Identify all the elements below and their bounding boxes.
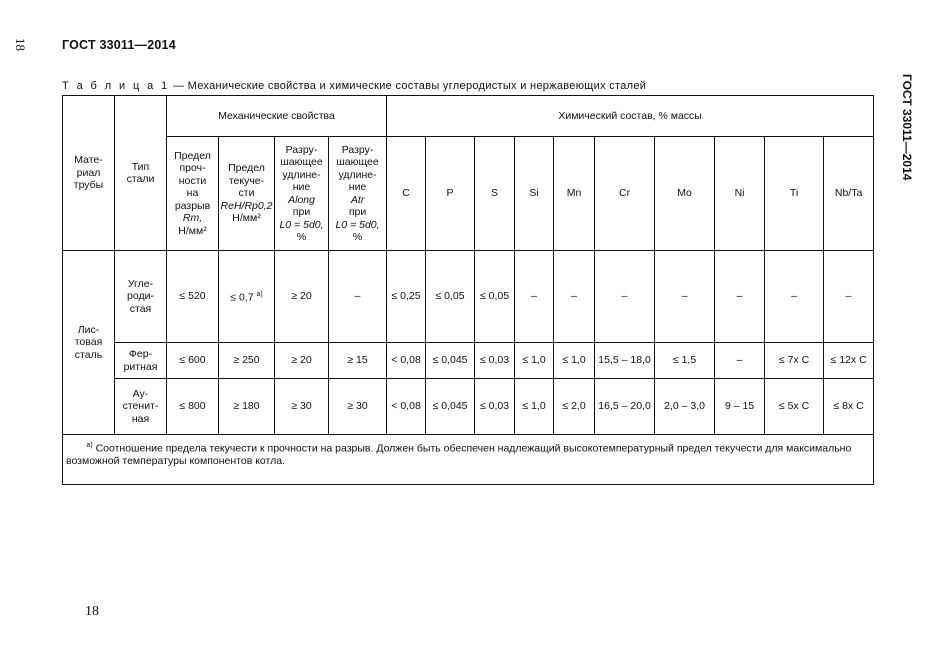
- table-cell: ≥ 180: [219, 379, 275, 435]
- elong-long-line: Разру-: [285, 143, 318, 156]
- elong-long-line: шающее: [280, 156, 323, 168]
- steel-type-text: Угле- роди- стая: [127, 277, 154, 315]
- elong-tr-line: удлине-: [338, 168, 377, 181]
- table-cell: ≤ 0,05: [475, 251, 515, 343]
- table-cell: –: [595, 251, 655, 343]
- table-cell: ≤ 800: [167, 379, 219, 435]
- footnote-marker: а): [256, 291, 263, 298]
- header-chem-cr: Cr: [595, 137, 655, 251]
- tensile-symbol: Rm,: [182, 212, 203, 225]
- header-chem-ti: Ti: [765, 137, 824, 251]
- table-cell: ≤ 0,03: [475, 379, 515, 435]
- elong-tr-line: Разру-: [341, 143, 374, 156]
- elong-tr-pre: при: [348, 206, 367, 218]
- yield-line: Предел: [228, 162, 265, 175]
- table-cell: ≥ 15: [329, 343, 387, 379]
- table-cell: ≤ 12x C: [824, 343, 874, 379]
- table-cell: ≥ 250: [219, 343, 275, 379]
- header-chem-s: S: [475, 137, 515, 251]
- table-cell: 9 – 15: [715, 379, 765, 435]
- elong-long-line: ние: [292, 181, 311, 193]
- page-number: 18: [85, 604, 99, 619]
- header-mech-group: Механические свойства: [167, 96, 387, 137]
- elong-tr-symbol: Atr: [350, 193, 365, 206]
- steel-type-ferritic: [115, 343, 167, 379]
- table-cell: 2,0 – 3,0: [655, 379, 715, 435]
- table-cell: –: [554, 251, 595, 343]
- table-cell: –: [655, 251, 715, 343]
- table-row: [63, 251, 874, 343]
- header-chem-c: C: [387, 137, 426, 251]
- elong-tr-condition: L0 = 5d0,: [335, 218, 380, 231]
- table-cell: –: [329, 251, 387, 343]
- footnote-text: Соотношение предела текучести к прочности на разрыв. Должен быть обеспечен надлежащий высокотемпературный предел текучести для максимально возможной температуры компонентов котла.: [66, 442, 852, 467]
- header-tensile-strength: [167, 137, 219, 251]
- table-cell: ≤ 0,05: [426, 251, 475, 343]
- table-cell: ≤ 0,25: [387, 251, 426, 343]
- table-cell: < 0,08: [387, 379, 426, 435]
- header-chem-group: Химический состав, % массы: [387, 96, 874, 137]
- elong-tr-line: шающее: [336, 156, 379, 168]
- tensile-unit: Н/мм²: [178, 224, 207, 237]
- table-cell: 16,5 – 20,0: [595, 379, 655, 435]
- header-chem-mn: Mn: [554, 137, 595, 251]
- table-cell: ≥ 20: [275, 251, 329, 343]
- tensile-line: проч-: [179, 162, 206, 175]
- elong-long-condition: L0 = 5d0,: [279, 218, 324, 231]
- table-cell: [219, 251, 275, 343]
- header-material-text: Мате- риал трубы: [73, 154, 104, 192]
- header-material: [63, 96, 115, 251]
- steel-type-text: Ау- стенит- ная: [122, 387, 159, 425]
- tensile-line: разрыв: [174, 199, 211, 212]
- table-cell: ≤ 7x C: [765, 343, 824, 379]
- header-chem-mo: Mo: [655, 137, 715, 251]
- standard-side-header: ГОСТ 33011—2014: [900, 74, 914, 181]
- table-cell: –: [824, 251, 874, 343]
- steel-type-carbon: [115, 251, 167, 343]
- table-cell: ≤ 520: [167, 251, 219, 343]
- steel-type-austenitic: [115, 379, 167, 435]
- table-cell: ≤ 1,0: [554, 343, 595, 379]
- page-number-rotated: 18: [13, 38, 28, 51]
- table-row: [63, 379, 874, 435]
- header-chem-p: P: [426, 137, 475, 251]
- table-caption: [62, 80, 646, 92]
- material-text: Лис- товая сталь: [74, 323, 103, 361]
- header-type: [115, 96, 167, 251]
- tensile-line: Предел: [174, 149, 211, 162]
- header-elongation-trans: [329, 137, 387, 251]
- elong-long-pre: при: [292, 206, 311, 218]
- tensile-line: ности: [178, 174, 207, 187]
- table-cell: ≤ 8x C: [824, 379, 874, 435]
- material-cell: [63, 251, 115, 435]
- table-cell: ≤ 0,045: [426, 343, 475, 379]
- header-yield-strength: [219, 137, 275, 251]
- header-chem-ni: Ni: [715, 137, 765, 251]
- caption-prefix: Т а б л и ц а 1: [62, 80, 170, 92]
- table-cell: ≤ 1,5: [655, 343, 715, 379]
- table-cell: –: [715, 343, 765, 379]
- table-cell: 15,5 – 18,0: [595, 343, 655, 379]
- steel-type-text: Фер- ритная: [123, 348, 158, 373]
- yield-symbol: ReH/Rp0,2: [220, 199, 273, 212]
- table-cell: ≥ 20: [275, 343, 329, 379]
- elong-long-line: удлине-: [282, 168, 321, 181]
- yield-line: сти: [238, 187, 255, 200]
- table-row: [63, 343, 874, 379]
- header-chem-si: Si: [515, 137, 554, 251]
- header-chem-nbta: Nb/Ta: [824, 137, 874, 251]
- header-type-text: Тип стали: [126, 160, 155, 185]
- table-cell: ≤ 1,0: [515, 343, 554, 379]
- table-cell: ≤ 5x C: [765, 379, 824, 435]
- elong-long-symbol: Along: [288, 193, 315, 206]
- table-cell: ≤ 600: [167, 343, 219, 379]
- table-cell: ≥ 30: [329, 379, 387, 435]
- table-cell: < 0,08: [387, 343, 426, 379]
- table-cell: ≤ 0,045: [426, 379, 475, 435]
- cell-value: ≤ 0,7: [230, 291, 257, 304]
- table-cell: ≤ 1,0: [515, 379, 554, 435]
- tensile-line: на: [186, 187, 199, 200]
- table-cell: –: [715, 251, 765, 343]
- standard-header: ГОСТ 33011—2014: [62, 38, 176, 52]
- table-footnote: [63, 435, 874, 485]
- elong-tr-line: ние: [348, 181, 367, 193]
- caption-text: — Механические свойства и химические составы углеродистых и нержавеющих сталей: [169, 80, 647, 92]
- table-cell: –: [765, 251, 824, 343]
- yield-unit: Н/мм²: [232, 212, 261, 225]
- properties-table: [62, 95, 874, 485]
- yield-line: текуче-: [228, 174, 265, 187]
- footnote-mark: а): [86, 442, 93, 449]
- elong-tr-unit: %: [352, 231, 363, 243]
- table-cell: –: [515, 251, 554, 343]
- table-cell: ≥ 30: [275, 379, 329, 435]
- elong-long-unit: %: [296, 231, 307, 243]
- header-elongation-long: [275, 137, 329, 251]
- table-cell: ≤ 0,03: [475, 343, 515, 379]
- table-cell: ≤ 2,0: [554, 379, 595, 435]
